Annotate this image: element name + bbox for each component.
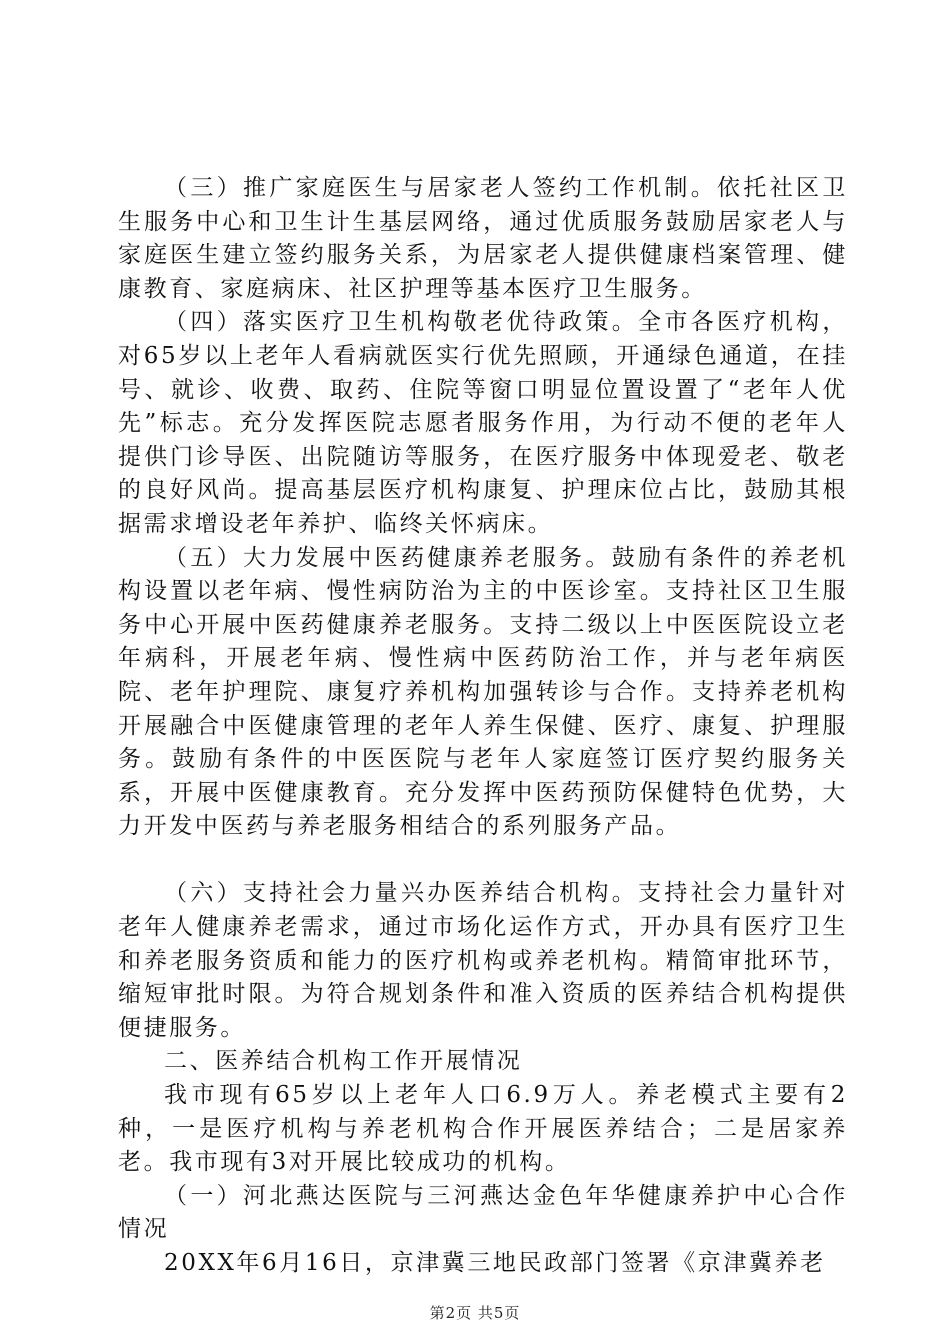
paragraph-five: （五）大力发展中医药健康养老服务。鼓励有条件的养老机构设置以老年病、慢性病防治为主的中医诊室。支持社区卫生服务中心开展中医药健康养老服务。支持二级以上中医医院设立老年病科，开展老年病、慢性病中医药防治工作，并与老年病医院、老年护理院、康复疗养机构加强转诊与合作。支持养老机构开展融合中医健康管理的老年人养生保健、医疗、康复、护理服务。鼓励有条件的中医医院与老年人家庭签订医疗契约服务关系，开展中医健康教育。充分发挥中医药预防保健特色优势，大力开发中医药与养老服务相结合的系列服务产品。	[118, 544, 848, 840]
paragraph-six: （六）支持社会力量兴办医养结合机构。支持社会力量针对老年人健康养老需求，通过市场化运作方式，开办具有医疗卫生和养老服务资质和能力的医疗机构或养老机构。精简审批环节，缩短审批时限。为符合规划条件和准入资质的医养结合机构提供便捷服务。	[118, 880, 848, 1041]
paragraph-population: 我市现有65岁以上老年人口6.9万人。养老模式主要有2种，一是医疗机构与养老机构合作开展医养结合；二是居家养老。我市现有3对开展比较成功的机构。	[118, 1082, 848, 1176]
document-body	[118, 172, 848, 1281]
paragraph-three: （三）推广家庭医生与居家老人签约工作机制。依托社区卫生服务中心和卫生计生基层网络，通过优质服务鼓励居家老人与家庭医生建立签约服务关系，为居家老人提供健康档案管理、健康教育、家庭病床、社区护理等基本医疗卫生服务。	[118, 175, 848, 302]
page-footer: 第2页 共5页	[429, 1304, 521, 1322]
subsection-heading: （一）河北燕达医院与三河燕达金色年华健康养护中心合作情况	[118, 1182, 848, 1243]
section-heading: 二、医养结合机构工作开展情况	[164, 1048, 523, 1075]
paragraph-four: （四）落实医疗卫生机构敬老优待政策。全市各医疗机构，对65岁以上老年人看病就医实行优先照顾，开通绿色通道，在挂号、就诊、收费、取药、住院等窗口明显位置设置了“老年人优先”标志。充分发挥医院志愿者服务作用，为行动不便的老年人提供门诊导医、出院随访等服务，在医疗服务中体现爱老、敬老的良好风尚。提高基层医疗机构康复、护理床位占比，鼓励其根据需求增设老年养护、临终关怀病床。	[118, 309, 848, 537]
paragraph-date: 20XX年6月16日，京津冀三地民政部门签署《京津冀养老	[164, 1250, 826, 1276]
